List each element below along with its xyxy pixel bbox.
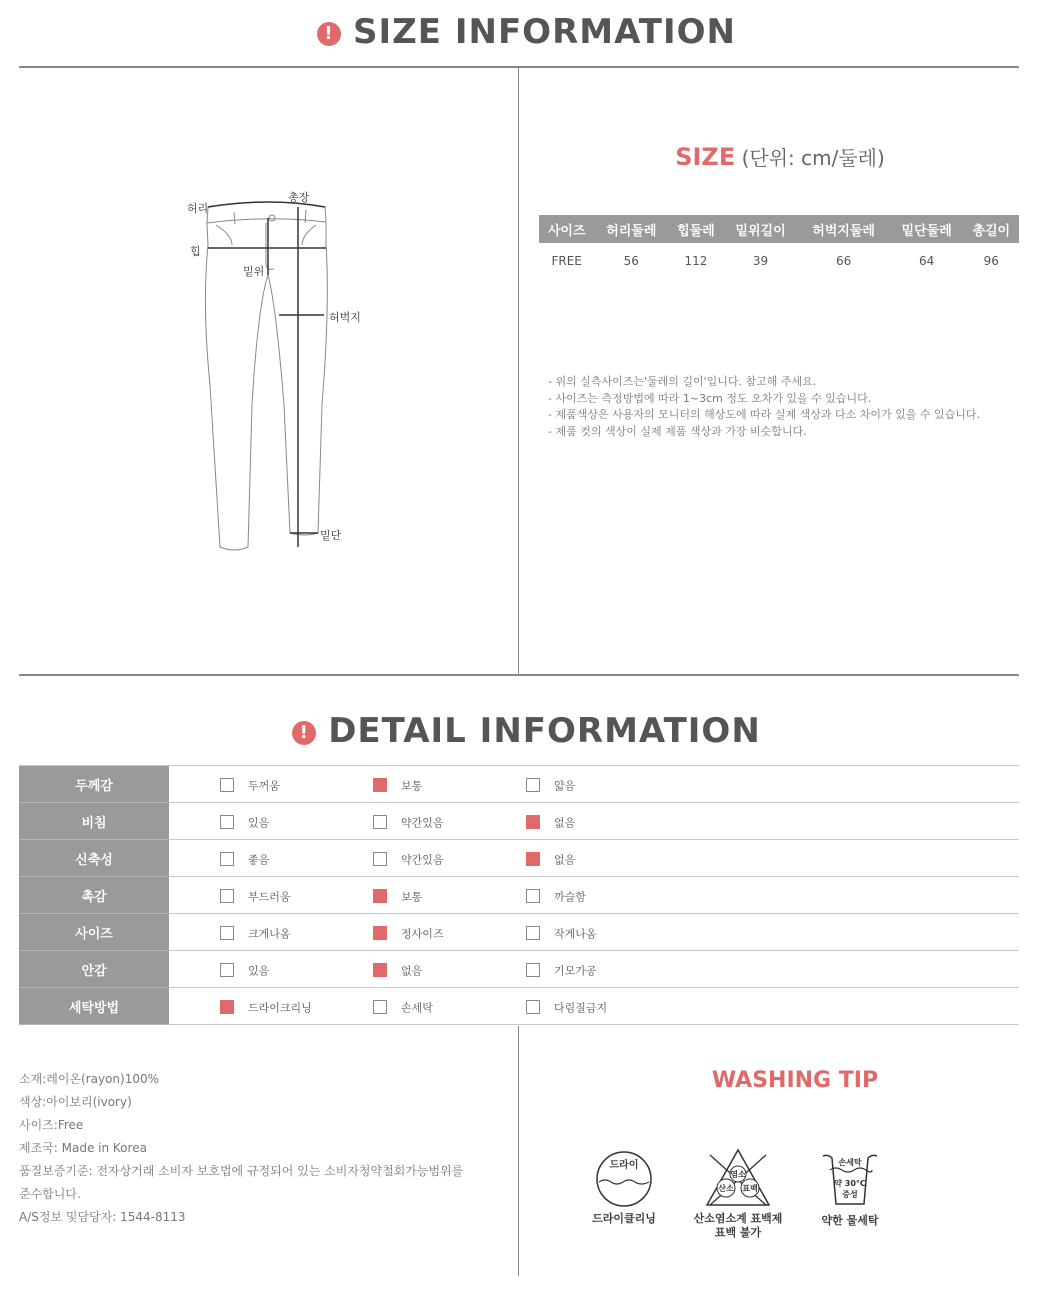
size-table-col: 밑위길이 bbox=[724, 215, 798, 243]
size-info-title: SIZE INFORMATION bbox=[353, 12, 736, 52]
no-bleach-caption-line2: 표백 불가 bbox=[714, 1226, 762, 1239]
size-table-cell: 39 bbox=[752, 254, 769, 268]
detail-table bbox=[19, 765, 1019, 1025]
detail-option[interactable] bbox=[322, 988, 475, 1025]
alert-icon: ! bbox=[317, 22, 341, 46]
checkbox[interactable] bbox=[373, 778, 387, 792]
detail-option[interactable] bbox=[322, 840, 475, 877]
detail-option-label: 약간있음 bbox=[401, 853, 444, 866]
no-bleach-icon-text-top: 염소 bbox=[730, 1170, 746, 1179]
detail-option[interactable] bbox=[169, 877, 322, 914]
detail-option-label: 보통 bbox=[401, 890, 423, 903]
detail-option[interactable] bbox=[322, 877, 475, 914]
table-row bbox=[19, 840, 1019, 877]
detail-option-label: 정사이즈 bbox=[401, 927, 444, 940]
size-notes bbox=[548, 374, 980, 440]
detail-row-filler bbox=[628, 840, 1019, 877]
checkbox[interactable] bbox=[220, 963, 234, 977]
size-table-col: 총길이 bbox=[964, 215, 1019, 243]
detail-row-label: 비침 bbox=[19, 803, 169, 840]
size-table-col: 허벅지둘레 bbox=[797, 215, 889, 243]
size-heading-main: SIZE bbox=[675, 143, 736, 171]
no-bleach-icon-text-right: 표백 bbox=[742, 1184, 758, 1193]
checkbox[interactable] bbox=[220, 1000, 234, 1014]
detail-option-label: 드라이크리닝 bbox=[248, 1001, 312, 1014]
size-table-cell: 64 bbox=[919, 254, 935, 268]
size-heading-unit: (단위: cm/둘레) bbox=[741, 146, 885, 170]
divider bbox=[19, 674, 1019, 676]
detail-option[interactable] bbox=[322, 766, 475, 803]
size-table-col: 밑단둘레 bbox=[890, 215, 964, 243]
detail-option-label: 기모가공 bbox=[554, 964, 597, 977]
size-table-cell: 66 bbox=[835, 254, 852, 268]
gentle-wash-icon-text-bot: 중성 bbox=[842, 1190, 858, 1199]
size-info-title-row bbox=[0, 12, 1053, 52]
detail-info-title-row bbox=[0, 711, 1053, 751]
size-table-cell: FREE bbox=[551, 254, 582, 268]
detail-row-filler bbox=[628, 803, 1019, 840]
detail-option-label: 있음 bbox=[248, 964, 270, 977]
divider bbox=[19, 66, 1019, 68]
gentle-wash-icon-text-top: 손세탁 bbox=[838, 1158, 862, 1167]
checkbox[interactable] bbox=[526, 852, 540, 866]
detail-row-filler bbox=[628, 877, 1019, 914]
detail-option[interactable] bbox=[475, 914, 628, 951]
pants-diagram bbox=[180, 185, 380, 565]
detail-option[interactable] bbox=[169, 766, 322, 803]
size-heading bbox=[540, 142, 1020, 171]
checkbox[interactable] bbox=[220, 815, 234, 829]
material-line: 품질보증기준: 전자상거래 소비자 보호법에 규정되어 있는 소비자청약철회가능범위를 bbox=[19, 1164, 464, 1178]
detail-option[interactable] bbox=[475, 840, 628, 877]
checkbox[interactable] bbox=[220, 926, 234, 940]
table-row bbox=[19, 951, 1019, 988]
diagram-label-waist: 허리 bbox=[187, 202, 209, 215]
detail-option-label: 까슬함 bbox=[554, 890, 586, 903]
size-table bbox=[539, 215, 1019, 279]
table-row bbox=[19, 877, 1019, 914]
detail-row-filler bbox=[628, 766, 1019, 803]
material-line: 제조국: Made in Korea bbox=[19, 1141, 147, 1155]
washing-tip-title: WASHING TIP bbox=[711, 1068, 879, 1093]
detail-option-label: 작게나옴 bbox=[554, 927, 597, 940]
detail-row-label: 안감 bbox=[19, 951, 169, 988]
detail-option[interactable] bbox=[475, 988, 628, 1025]
detail-row-label: 사이즈 bbox=[19, 914, 169, 951]
table-row bbox=[19, 766, 1019, 803]
detail-option[interactable] bbox=[169, 914, 322, 951]
size-table-cell: 96 bbox=[983, 254, 999, 268]
checkbox[interactable] bbox=[526, 926, 540, 940]
size-note: - 제품색상은 사용자의 모니터의 해상도에 따라 실제 색상과 다소 차이가 있을 수 있습니다. bbox=[548, 408, 980, 421]
detail-option-label: 없음 bbox=[554, 853, 576, 866]
detail-option[interactable] bbox=[322, 951, 475, 988]
detail-option[interactable] bbox=[475, 877, 628, 914]
material-line: 색상:아이보리(ivory) bbox=[19, 1095, 132, 1109]
detail-option[interactable] bbox=[169, 988, 322, 1025]
size-table-header bbox=[539, 215, 1019, 243]
size-table-col: 사이즈 bbox=[539, 215, 594, 243]
diagram-label-hip: 힙 bbox=[190, 245, 201, 258]
no-bleach-caption bbox=[688, 1212, 788, 1240]
size-table-cell: 112 bbox=[684, 254, 708, 268]
detail-option[interactable] bbox=[322, 803, 475, 840]
checkbox[interactable] bbox=[526, 815, 540, 829]
dry-clean-icon-text: 드라이 bbox=[609, 1160, 639, 1171]
detail-row-label: 촉감 bbox=[19, 877, 169, 914]
detail-option-label: 크게나옴 bbox=[248, 927, 291, 940]
dry-clean-caption: 드라이클리닝 bbox=[592, 1212, 656, 1225]
gentle-wash-icon bbox=[820, 1150, 880, 1208]
detail-option-label: 좋음 bbox=[248, 853, 270, 866]
detail-option-label: 약간있음 bbox=[401, 816, 444, 829]
no-bleach-icon-text-left: 산소 bbox=[718, 1184, 734, 1193]
checkbox[interactable] bbox=[373, 815, 387, 829]
vertical-divider bbox=[518, 1026, 519, 1276]
diagram-label-thigh: 허벅지 bbox=[329, 311, 361, 324]
detail-option[interactable] bbox=[475, 951, 628, 988]
table-row bbox=[539, 243, 1019, 279]
checkbox[interactable] bbox=[526, 963, 540, 977]
size-table-col: 허리둘레 bbox=[594, 215, 668, 243]
checkbox[interactable] bbox=[220, 889, 234, 903]
detail-row-label: 세탁방법 bbox=[19, 988, 169, 1025]
detail-option-label: 두꺼움 bbox=[248, 779, 280, 792]
detail-row-label: 두께감 bbox=[19, 766, 169, 803]
size-table-cell: 56 bbox=[623, 254, 639, 268]
checkbox[interactable] bbox=[373, 963, 387, 977]
checkbox[interactable] bbox=[373, 926, 387, 940]
detail-option-label: 손세탁 bbox=[401, 1001, 433, 1014]
alert-icon: ! bbox=[292, 721, 316, 745]
detail-option-label: 얇음 bbox=[554, 779, 576, 792]
checkbox[interactable] bbox=[220, 852, 234, 866]
detail-row-label: 신축성 bbox=[19, 840, 169, 877]
detail-option[interactable] bbox=[475, 803, 628, 840]
detail-row-filler bbox=[628, 951, 1019, 988]
detail-option[interactable] bbox=[322, 914, 475, 951]
detail-option[interactable] bbox=[475, 766, 628, 803]
detail-option-label: 보통 bbox=[401, 779, 423, 792]
size-table-col: 힙둘레 bbox=[668, 215, 723, 243]
checkbox[interactable] bbox=[526, 889, 540, 903]
checkbox[interactable] bbox=[526, 778, 540, 792]
diagram-label-total-length: 총장 bbox=[288, 191, 310, 204]
detail-row-filler bbox=[628, 988, 1019, 1025]
no-bleach-icon bbox=[704, 1147, 772, 1209]
detail-option-label: 부드러움 bbox=[248, 890, 291, 903]
table-row bbox=[19, 988, 1019, 1025]
size-note: - 사이즈는 측정방법에 따라 1~3cm 정도 오차가 있을 수 있습니다. bbox=[548, 391, 872, 405]
detail-option-label: 다림질금지 bbox=[554, 1001, 608, 1014]
detail-info-title: DETAIL INFORMATION bbox=[328, 711, 761, 751]
checkbox[interactable] bbox=[373, 852, 387, 866]
detail-option[interactable] bbox=[169, 803, 322, 840]
material-info bbox=[19, 1068, 514, 1229]
checkbox[interactable] bbox=[373, 1000, 387, 1014]
gentle-wash-caption: 약한 물세탁 bbox=[821, 1214, 879, 1227]
checkbox[interactable] bbox=[220, 778, 234, 792]
vertical-divider bbox=[518, 67, 519, 675]
dry-clean-icon bbox=[595, 1150, 653, 1208]
detail-row-filler bbox=[628, 914, 1019, 951]
material-line: 준수합니다. bbox=[19, 1187, 81, 1201]
detail-option[interactable] bbox=[169, 840, 322, 877]
material-line: 소재:레이온(rayon)100% bbox=[19, 1072, 160, 1086]
diagram-label-hem: 밑단 bbox=[320, 529, 342, 542]
no-bleach-caption-line1: 산소염소계 표백제 bbox=[693, 1212, 783, 1225]
detail-option-label: 있음 bbox=[248, 816, 270, 829]
checkbox[interactable] bbox=[373, 889, 387, 903]
gentle-wash-icon-text-mid: 약 30°C bbox=[834, 1179, 866, 1188]
table-row bbox=[19, 803, 1019, 840]
size-note: - 제품 컷의 색상이 실제 제품 색상과 가장 비슷합니다. bbox=[548, 424, 807, 438]
table-row bbox=[19, 914, 1019, 951]
detail-option[interactable] bbox=[169, 951, 322, 988]
checkbox[interactable] bbox=[526, 1000, 540, 1014]
material-line: A/S정보 및담당자: 1544-8113 bbox=[19, 1210, 186, 1224]
size-note: - 위의 실측사이즈는'둘레의 길이'입니다. 참고해 주세요. bbox=[548, 375, 817, 388]
material-line: 사이즈:Free bbox=[19, 1118, 84, 1132]
detail-option-label: 없음 bbox=[401, 964, 423, 977]
diagram-label-rise: 밑위 bbox=[243, 265, 265, 278]
detail-option-label: 없음 bbox=[554, 816, 576, 829]
